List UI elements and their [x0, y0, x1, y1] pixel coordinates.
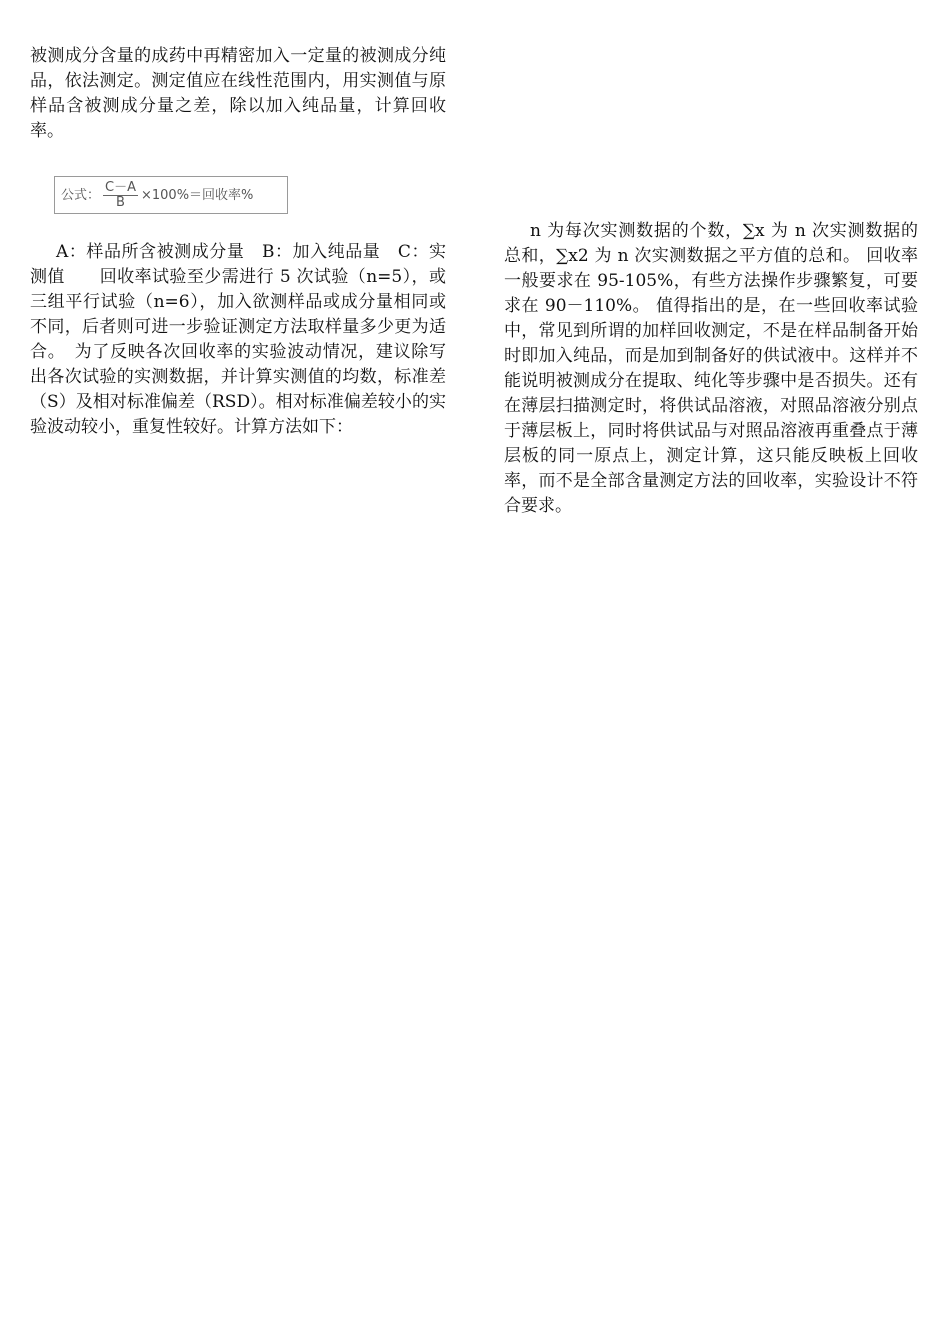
formula-label: 公式： — [61, 187, 101, 203]
left-paragraph-2: A：样品所含被测成分量 B：加入纯品量 C：实测值 回收率试验至少需进行 5 次试验（n=5），或三组平行试验（n=6），加入欲测样品或成分量相同或不同，后者则可进一步验证测定方法取样量多少更为适合。 为了反映各次回收率的实验波动情况，建议除写出各次试验的实测数据，并计算实测值的均数，标准差（S）及相对标准偏差（RSD）。相对标准偏差较小的实验波动较小，重复性较好。计算方法如下： — [30, 242, 446, 437]
formula-fraction — [103, 181, 138, 210]
formula-tail: ×100%＝回收率% — [141, 187, 254, 203]
formula-numerator: C－A — [105, 179, 136, 195]
left-paragraph-1: 被测成分含量的成药中再精密加入一定量的被测成分纯品，依法测定。测定值应在线性范围内，用实测值与原样品含被测成分量之差，除以加入纯品量，计算回收率。 — [30, 46, 446, 141]
right-column — [504, 219, 918, 519]
right-paragraph-1: n 为每次实测数据的个数，∑x 为 n 次实测数据的总和，∑x2 为 n 次实测数据之平方值的总和。 回收率一般要求在 95-105%，有些方法操作步骤繁复，可要求在 90－110%。 值得指出的是，在一些回收率试验中，常见到所谓的加样回收测定，不是在样品制备开始时即加入纯品，而是加到制备好的供试液中。这样并不能说明被测成分在提取、纯化等步骤中是否损失。还有在薄层扫描测定时，将供试品溶液，对照品溶液分别点于薄层板上，同时将供试品与对照品溶液再重叠点于薄层板的同一原点上，测定计算，这只能反映板上回收率，而不是全部含量测定方法的回收率，实验设计不符合要求。 — [504, 221, 918, 516]
recovery-formula-image — [54, 176, 288, 214]
formula-denominator: B — [116, 194, 125, 210]
left-column — [30, 44, 446, 440]
